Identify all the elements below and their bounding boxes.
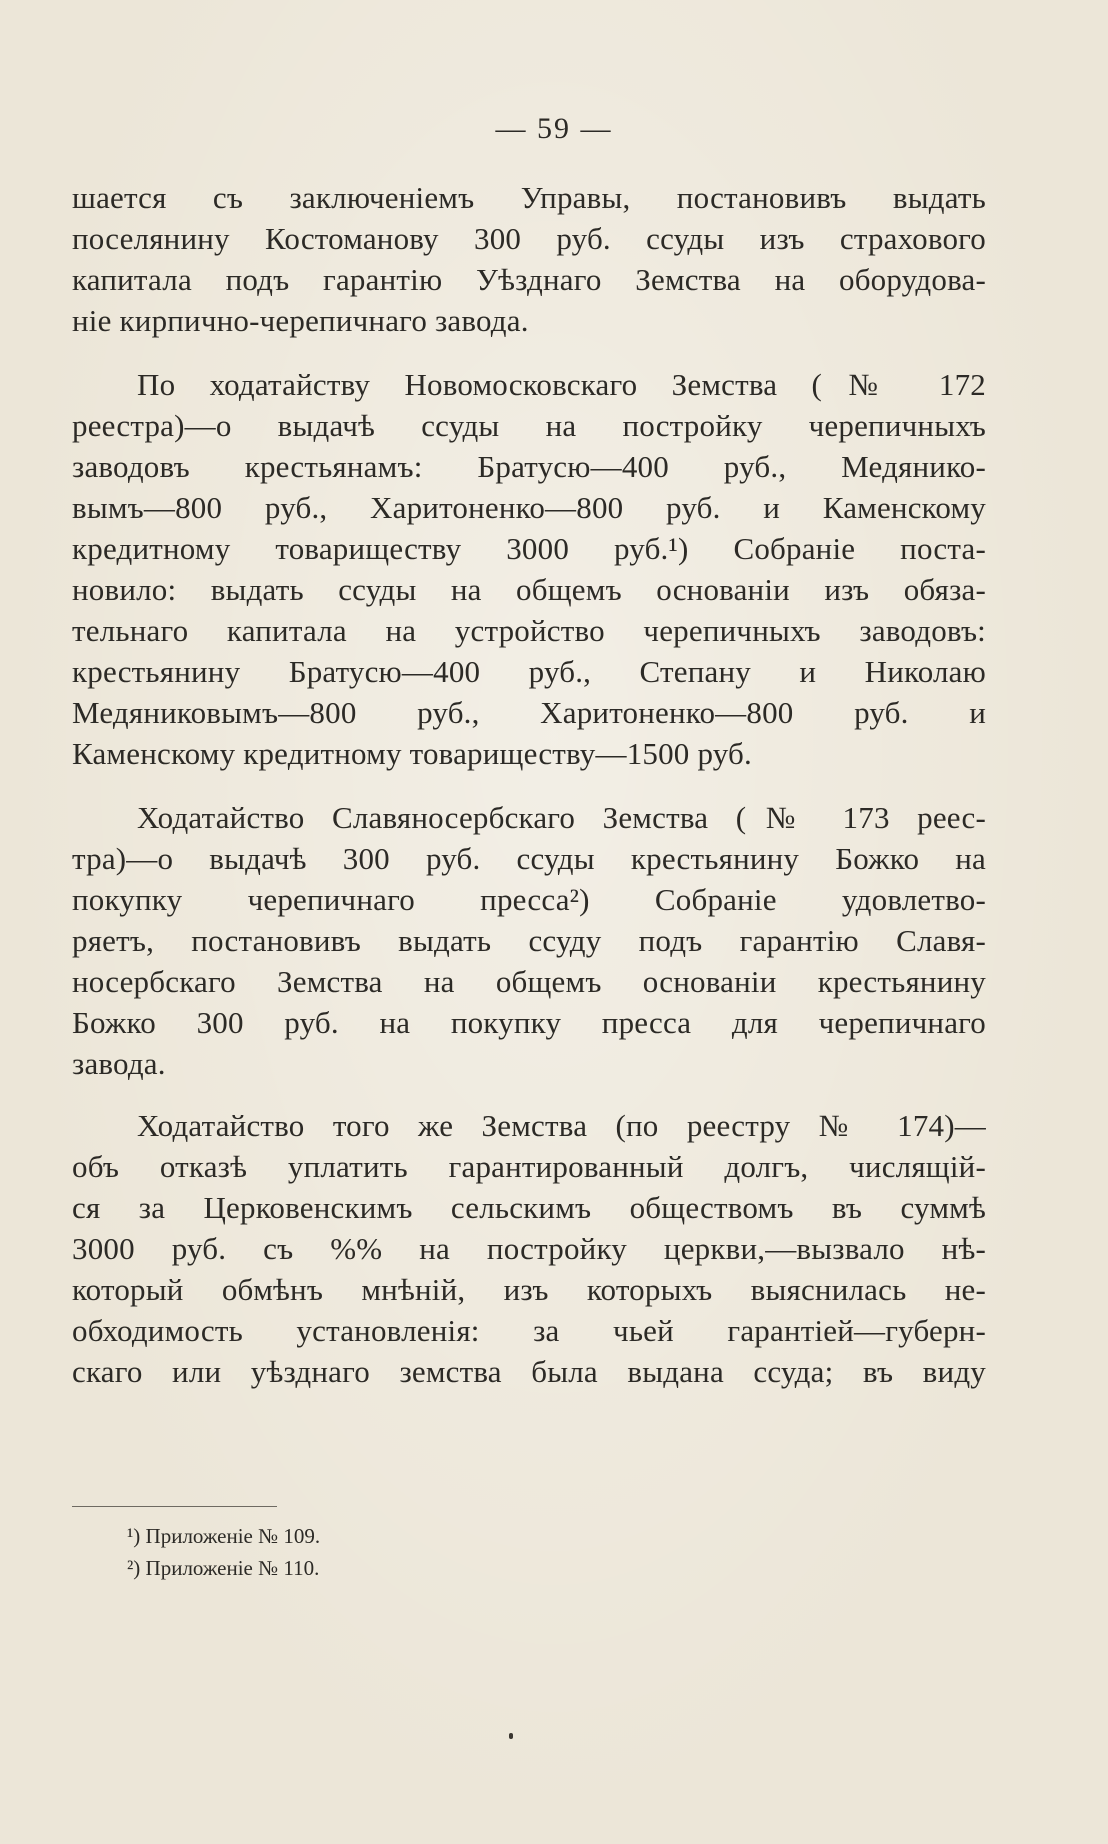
footnote-divider [72, 1506, 277, 1507]
text-line: ніе кирпично-черепичнаго завода. [72, 303, 529, 338]
text-line: Божко 300 руб. на покупку пресса для черепичнаго [72, 1005, 986, 1040]
text-line: ряетъ, постановивъ выдать ссуду подъ гарантію Славя- [72, 923, 986, 958]
text-line: 3000 руб. съ %% на постройку церкви,—вызвало нѣ- [72, 1231, 986, 1266]
text-line: завода. [72, 1046, 166, 1081]
text-line: поселянину Костоманову 300 руб. ссуды изъ страхового [72, 221, 986, 256]
text-line: заводовъ крестьянамъ: Братусю—400 руб., Медянико- [72, 449, 986, 484]
footnote: ¹) Приложеніе № 109. [127, 1524, 321, 1548]
paragraph [72, 797, 986, 1084]
text-line: вымъ—800 руб., Харитоненко—800 руб. и Каменскому [72, 490, 986, 525]
text-line: Каменскому кредитному товариществу—1500 руб. [72, 736, 752, 771]
text-line: кредитному товариществу 3000 руб.¹) Собраніе поста- [72, 531, 986, 566]
text-line: новило: выдать ссуды на общемъ основаніи изъ обяза- [72, 572, 986, 607]
text-line: реестра)—о выдачѣ ссуды на постройку черепичныхъ [72, 408, 986, 443]
text-line: носербскаго Земства на общемъ основаніи крестьянину [72, 964, 986, 999]
footnote: ²) Приложеніе № 110. [127, 1556, 320, 1580]
text-line: ся за Церковенскимъ сельскимъ обществомъ въ суммѣ [72, 1190, 986, 1225]
text-line: Ходатайство того же Земства (по реестру № 174)— [137, 1108, 986, 1143]
paragraph [72, 177, 986, 341]
body-text [72, 177, 986, 1392]
text-line: который обмѣнъ мнѣній, изъ которыхъ выяснилась не- [72, 1272, 986, 1307]
text-line: Ходатайство Славяносербскаго Земства (№ 173 реес- [137, 800, 986, 835]
text-line: обходимость установленія: за чьей гарантіей—губерн- [72, 1313, 986, 1348]
text-line: покупку черепичнаго пресса²) Собраніе удовлетво- [72, 882, 986, 917]
page-number: — 59 — [495, 112, 613, 145]
text-line: объ отказѣ уплатить гарантированный долгъ, числящій- [72, 1149, 986, 1184]
text-line: тельнаго капитала на устройство черепичныхъ заводовъ: [72, 613, 986, 648]
paragraph [72, 364, 986, 774]
text-line: скаго или уѣзднаго земства была выдана ссуда; въ виду [72, 1354, 986, 1389]
text-line: Медяниковымъ—800 руб., Харитоненко—800 руб. и [72, 695, 986, 730]
text-line: шается съ заключеніемъ Управы, постановивъ выдать [72, 180, 986, 215]
text-line: капитала подъ гарантію Уѣзднаго Земства на оборудова- [72, 262, 986, 297]
text-line: крестьянину Братусю—400 руб., Степану и Николаю [72, 654, 986, 689]
ink-speck [509, 1733, 513, 1739]
paragraph [72, 1105, 986, 1392]
footnotes [127, 1520, 320, 1584]
text-line: По ходатайству Новомосковскаго Земства (№ 172 [137, 367, 986, 402]
text-line: тра)—о выдачѣ 300 руб. ссуды крестьянину Божко на [72, 841, 986, 876]
